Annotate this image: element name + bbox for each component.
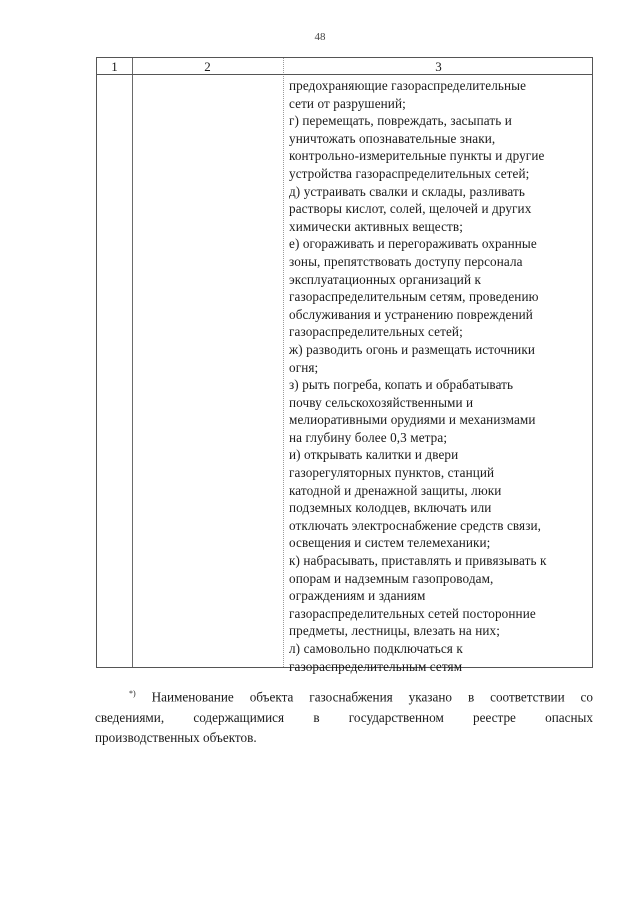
footnote	[95, 684, 593, 749]
column-divider-1	[132, 58, 133, 667]
table-text-line: отключать электроснабжение средств связи,	[289, 517, 542, 533]
table-text-line: д) устраивать свалки и склады, разливать	[289, 183, 525, 199]
table-text-line: г) перемещать, повреждать, засыпать и	[289, 113, 512, 129]
table-text-line: газораспределительным сетям, проведению	[289, 289, 539, 305]
column-divider-2	[283, 58, 284, 667]
table-text-line: огня;	[289, 359, 319, 375]
table-text-line: газораспределительным сетям	[289, 658, 463, 674]
page-number: 48	[314, 31, 326, 43]
table-text-line: обслуживания и устранению повреждений	[289, 306, 533, 322]
table-text-line: ограждениям и зданиям	[289, 588, 426, 604]
table-text-line: освещения и систем телемеханики;	[289, 535, 491, 551]
table-text-line: з) рыть погреба, копать и обрабатывать	[289, 377, 514, 393]
footnote-marker: *)	[129, 689, 136, 698]
footnote-line-2: сведениями, содержащимися в государственном реестре опасных	[95, 709, 593, 725]
table-text-line: уничтожать опознавательные знаки,	[289, 130, 496, 146]
table-text-line: газорегуляторных пунктов, станций	[289, 465, 495, 481]
table-text-line: и) открывать калитки и двери	[289, 447, 459, 463]
footnote-line-1	[95, 684, 593, 708]
footnote-text-1: Наименование объекта газоснабжения указано в соответствии со	[151, 689, 593, 705]
table-text-line: устройства газораспределительных сетей;	[289, 165, 530, 181]
column-3-text	[289, 77, 591, 675]
table-text-line: ж) разводить огонь и размещать источники	[289, 341, 536, 357]
table-text-line: зоны, препятствовать доступу персонала	[289, 253, 523, 269]
footnote-line-3: производственных объектов.	[95, 730, 257, 746]
table-text-line: опорам и надземным газопроводам,	[289, 570, 494, 586]
table-text-line: к) набрасывать, приставлять и привязывать к	[289, 553, 547, 569]
table-text-line: контрольно-измерительные пункты и другие	[289, 148, 545, 164]
header-divider	[97, 74, 592, 75]
table-text-line: на глубину более 0,3 метра;	[289, 429, 448, 445]
table-text-line: подземных колодцев, включать или	[289, 500, 492, 516]
table-text-line: катодной и дренажной защиты, люки	[289, 482, 502, 498]
column-header-3: 3	[435, 59, 442, 74]
table-text-line: химически активных веществ;	[289, 218, 463, 234]
table-text-line: предметы, лестницы, влезать на них;	[289, 623, 500, 639]
table-text-line: эксплуатационных организаций к	[289, 271, 482, 287]
table-text-line: сети от разрушений;	[289, 95, 406, 111]
requirements-table	[96, 57, 593, 674]
table-text-line: предохраняющие газораспределительные	[289, 78, 527, 93]
table-text-line: е) огораживать и перегораживать охранные	[289, 236, 537, 252]
table-text-line: газораспределительных сетей;	[289, 324, 463, 340]
column-header-2: 2	[204, 59, 211, 74]
table-text-line: л) самовольно подключаться к	[289, 641, 463, 656]
table-text-line: мелиоративными орудиями и механизмами	[289, 412, 536, 428]
table-text-line: газораспределительных сетей посторонние	[289, 605, 536, 621]
table-text-line: растворы кислот, солей, щелочей и других	[289, 201, 532, 217]
table-text-line: почву сельскохозяйственными и	[289, 394, 474, 410]
column-header-1: 1	[111, 59, 118, 74]
